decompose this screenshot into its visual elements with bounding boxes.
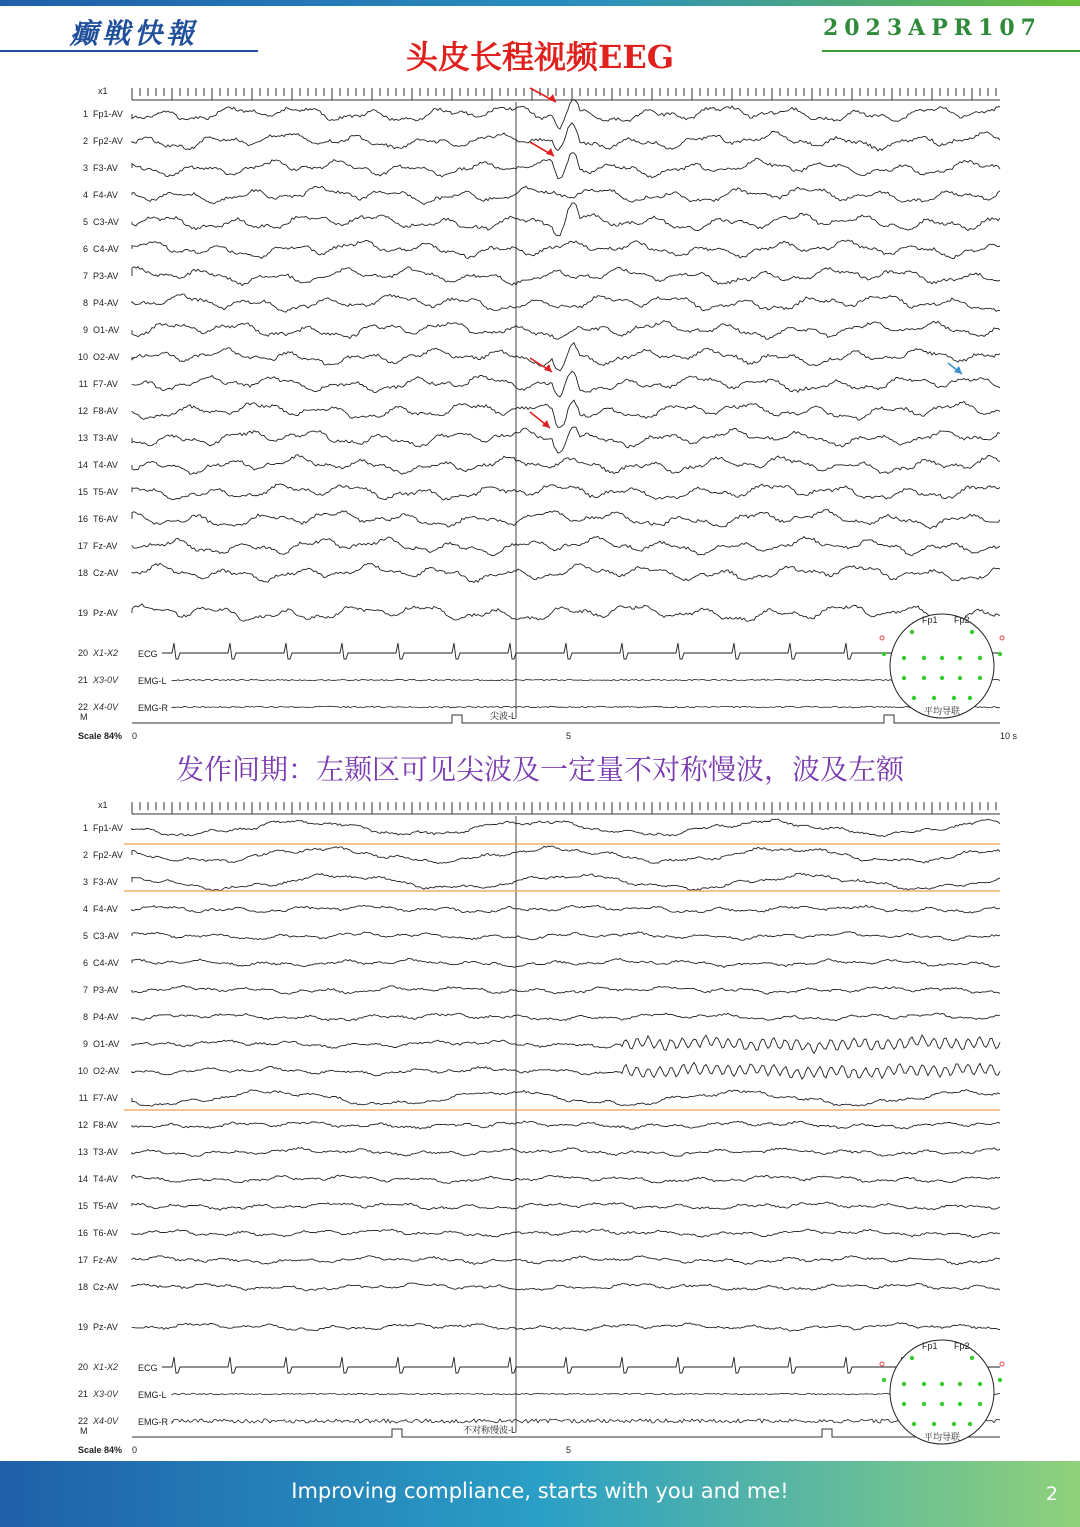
- eeg-trace: [132, 1283, 1000, 1291]
- aux-channel-number: 20: [77, 648, 88, 658]
- channel-label: F3-AV: [93, 877, 118, 887]
- channel-label: Fp1-AV: [93, 109, 123, 119]
- electrode-dot: [910, 630, 914, 634]
- channel-number: 15: [77, 1201, 88, 1211]
- electrode-dot: [932, 696, 936, 700]
- channel-number: 14: [77, 1174, 88, 1184]
- aux-tag: EMG-L: [138, 1390, 167, 1400]
- electrode-dot: [922, 1382, 926, 1386]
- emg-trace: [172, 1393, 1000, 1394]
- channel-number: 3: [82, 877, 88, 887]
- channel-number: 12: [77, 1120, 88, 1130]
- montage-label: M: [80, 712, 88, 722]
- channel-label: T5-AV: [93, 487, 118, 497]
- channel-number: 9: [82, 325, 88, 335]
- channel-number: 1: [82, 823, 88, 833]
- reference-dot: [880, 1362, 884, 1366]
- electrode-dot: [998, 652, 1002, 656]
- emg-trace: [172, 679, 1000, 680]
- event-label: 尖波-L: [489, 711, 516, 721]
- eeg-trace: [132, 240, 1000, 259]
- eeg-trace: [132, 99, 1000, 129]
- arrow-head: [954, 366, 962, 374]
- x-tick-label: 5: [566, 731, 572, 741]
- channel-number: 16: [77, 1228, 88, 1238]
- map-caption: 平均导联: [923, 1432, 961, 1442]
- emg-trace: [172, 1419, 1000, 1423]
- channel-label: T6-AV: [93, 514, 118, 524]
- channel-number: 14: [77, 460, 88, 470]
- electrode-dot: [882, 652, 886, 656]
- aux-channel-label: X1-X2: [93, 648, 119, 658]
- top-accent-bar: [0, 0, 1080, 6]
- event-marker-line: [132, 715, 1000, 723]
- eeg-trace: [132, 1013, 1000, 1021]
- electrode-dot: [912, 696, 916, 700]
- channel-label: Fp2-AV: [93, 850, 123, 860]
- channel-number: 19: [77, 1322, 88, 1332]
- electrode-dot: [940, 1382, 944, 1386]
- channel-number: 6: [82, 958, 88, 968]
- channel-label: T3-AV: [93, 1147, 118, 1157]
- channel-label: Pz-AV: [93, 1322, 118, 1332]
- eeg-trace: [132, 371, 1000, 397]
- eeg-panel-bottom: [0, 792, 1080, 1460]
- electrode-dot: [958, 1382, 962, 1386]
- head-outline: [890, 614, 994, 718]
- x-tick-label: 10 s: [1000, 731, 1018, 741]
- montage-label: M: [80, 1426, 88, 1436]
- channel-number: 8: [82, 298, 88, 308]
- electrode-dot: [970, 1356, 974, 1360]
- aux-channel-label: X4-0V: [93, 1416, 119, 1426]
- eeg-trace: [132, 563, 1000, 582]
- eeg-trace: [132, 1323, 1000, 1332]
- channel-label: Fp2-AV: [93, 136, 123, 146]
- electrode-name: Fp2: [954, 1341, 970, 1351]
- channel-label: F8-AV: [93, 406, 118, 416]
- aux-tag: ECG: [138, 649, 158, 659]
- emg-trace: [172, 706, 1000, 707]
- channel-number: 17: [77, 1255, 88, 1265]
- electrode-name: Fp1: [922, 1341, 938, 1351]
- electrode-dot: [998, 1378, 1002, 1382]
- eeg-trace: [132, 267, 1000, 286]
- ecg-trace: [162, 1357, 1000, 1373]
- brand-logo-text: 癫戦快報: [70, 17, 199, 50]
- channel-label: P3-AV: [93, 271, 119, 281]
- channel-label: Fz-AV: [93, 541, 118, 551]
- channel-label: F4-AV: [93, 190, 118, 200]
- eeg-trace: [132, 536, 1000, 555]
- eeg-trace: [132, 932, 1000, 941]
- x-tick-label: 5: [566, 1445, 572, 1455]
- channel-label: O1-AV: [93, 1039, 120, 1049]
- channel-number: 7: [82, 271, 88, 281]
- channel-number: 7: [82, 985, 88, 995]
- eeg-trace: [132, 455, 1000, 475]
- channel-number: 6: [82, 244, 88, 254]
- channel-label: T3-AV: [93, 433, 118, 443]
- x-tick-label: 0: [132, 1445, 138, 1455]
- ecg-trace: [162, 643, 1000, 659]
- eeg-trace: [132, 400, 1000, 427]
- eeg-trace: [132, 846, 1000, 864]
- channel-label: C3-AV: [93, 217, 119, 227]
- electrode-dot: [902, 656, 906, 660]
- electrode-dot: [940, 1402, 944, 1406]
- gain-label: x1: [98, 86, 108, 96]
- channel-number: 15: [77, 487, 88, 497]
- electrode-dot: [958, 676, 962, 680]
- channel-label: F7-AV: [93, 1093, 118, 1103]
- aux-channel-number: 21: [77, 675, 88, 685]
- electrode-dot: [932, 1422, 936, 1426]
- eeg-trace: [132, 294, 1000, 312]
- electrode-dot: [968, 696, 972, 700]
- eeg-trace: [132, 1063, 1000, 1080]
- aux-channel-number: 21: [77, 1389, 88, 1399]
- head-outline: [890, 1340, 994, 1444]
- eeg-trace: [132, 203, 1000, 236]
- channel-label: F4-AV: [93, 904, 118, 914]
- channel-label: C4-AV: [93, 244, 119, 254]
- channel-number: 2: [82, 850, 88, 860]
- electrode-dot: [970, 630, 974, 634]
- eeg-trace: [132, 510, 1000, 529]
- electrode-dot: [978, 676, 982, 680]
- channel-number: 18: [77, 568, 88, 578]
- channel-label: O2-AV: [93, 352, 120, 362]
- aux-channel-label: X3-0V: [93, 675, 119, 685]
- channel-number: 19: [77, 608, 88, 618]
- aux-channel-label: X1-X2: [93, 1362, 119, 1372]
- aux-channel-number: 22: [77, 702, 88, 712]
- channel-label: Cz-AV: [93, 1282, 119, 1292]
- aux-tag: ECG: [138, 1363, 158, 1373]
- aux-tag: EMG-L: [138, 676, 167, 686]
- channel-label: O1-AV: [93, 325, 120, 335]
- eeg-trace: [132, 1121, 1000, 1129]
- channel-number: 5: [82, 931, 88, 941]
- channel-number: 10: [77, 1066, 88, 1076]
- channel-number: 1: [82, 109, 88, 119]
- channel-label: T4-AV: [93, 460, 118, 470]
- eeg-trace: [132, 1229, 1000, 1238]
- eeg-trace: [132, 986, 1000, 995]
- eeg-trace-canvas-bottom: [0, 792, 1080, 1460]
- footer-slogan: Improving compliance, starts with you and me!: [291, 1479, 789, 1503]
- eeg-trace: [132, 819, 1000, 837]
- channel-label: T5-AV: [93, 1201, 118, 1211]
- aux-channel-label: X4-0V: [93, 702, 119, 712]
- electrode-dot: [922, 1402, 926, 1406]
- channel-label: T6-AV: [93, 1228, 118, 1238]
- electrode-dot: [940, 656, 944, 660]
- eeg-trace: [132, 873, 1000, 891]
- channel-label: O2-AV: [93, 1066, 120, 1076]
- eeg-trace: [132, 153, 1000, 179]
- electrode-dot: [978, 1382, 982, 1386]
- scale-label: Scale 84%: [78, 1445, 123, 1455]
- eeg-trace: [132, 484, 1000, 500]
- eeg-trace: [132, 1256, 1000, 1265]
- electrode-dot: [902, 1382, 906, 1386]
- page-title: 头皮长程视频EEG: [405, 38, 675, 76]
- channel-number: 18: [77, 1282, 88, 1292]
- reference-dot: [1000, 1362, 1004, 1366]
- reference-dot: [1000, 636, 1004, 640]
- eeg-panel-top: [0, 78, 1080, 746]
- eeg-trace: [132, 1148, 1000, 1157]
- eeg-trace-canvas-top: [0, 78, 1080, 746]
- channel-number: 4: [82, 904, 88, 914]
- scale-label: Scale 84%: [78, 731, 123, 741]
- reference-dot: [880, 636, 884, 640]
- channel-label: Pz-AV: [93, 608, 118, 618]
- channel-label: Cz-AV: [93, 568, 119, 578]
- channel-number: 16: [77, 514, 88, 524]
- eeg-trace: [132, 604, 1000, 622]
- eeg-trace: [132, 427, 1000, 453]
- eeg-trace: [132, 186, 1000, 204]
- electrode-name: Fp1: [922, 615, 938, 625]
- channel-number: 4: [82, 190, 88, 200]
- channel-number: 8: [82, 1012, 88, 1022]
- eeg-trace: [132, 905, 1000, 913]
- channel-label: T4-AV: [93, 1174, 118, 1184]
- channel-number: 11: [78, 1093, 88, 1103]
- issue-code: 2023APR107: [822, 15, 1042, 41]
- x-tick-label: 0: [132, 731, 138, 741]
- electrode-dot: [902, 1402, 906, 1406]
- channel-number: 10: [77, 352, 88, 362]
- aux-channel-number: 20: [77, 1362, 88, 1372]
- figure-caption: 发作间期：左颞区可见尖波及一定量不对称慢波，波及左额: [175, 753, 904, 786]
- channel-label: F8-AV: [93, 1120, 118, 1130]
- electrode-dot: [922, 676, 926, 680]
- eeg-trace: [132, 1202, 1000, 1210]
- electrode-dot: [922, 656, 926, 660]
- electrode-dot: [952, 696, 956, 700]
- channel-number: 17: [77, 541, 88, 551]
- electrode-dot: [940, 676, 944, 680]
- eeg-trace: [132, 123, 1000, 151]
- channel-label: C3-AV: [93, 931, 119, 941]
- electrode-dot: [958, 1402, 962, 1406]
- electrode-dot: [958, 656, 962, 660]
- electrode-name: Fp2: [954, 615, 970, 625]
- aux-channel-number: 22: [77, 1416, 88, 1426]
- channel-label: P3-AV: [93, 985, 119, 995]
- electrode-dot: [902, 676, 906, 680]
- eeg-trace: [132, 1035, 1000, 1053]
- channel-number: 12: [77, 406, 88, 416]
- channel-label: Fp1-AV: [93, 823, 123, 833]
- arrow-head: [542, 420, 550, 428]
- footer-bar: [0, 1461, 1080, 1527]
- channel-number: 9: [82, 1039, 88, 1049]
- electrode-map: [880, 1340, 1004, 1444]
- channel-label: C4-AV: [93, 958, 119, 968]
- electrode-dot: [882, 1378, 886, 1382]
- eeg-trace: [132, 343, 1000, 371]
- map-caption: 平均导联: [923, 706, 961, 716]
- channel-number: 11: [78, 379, 88, 389]
- electrode-dot: [968, 1422, 972, 1426]
- aux-tag: EMG-R: [138, 703, 168, 713]
- event-marker-line: [132, 1429, 1000, 1437]
- eeg-trace: [132, 1175, 1000, 1183]
- channel-label: F7-AV: [93, 379, 118, 389]
- eeg-trace: [132, 958, 1000, 967]
- channel-number: 5: [82, 217, 88, 227]
- channel-label: P4-AV: [93, 1012, 119, 1022]
- eeg-trace: [132, 321, 1000, 340]
- aux-tag: EMG-R: [138, 1417, 168, 1427]
- channel-label: P4-AV: [93, 298, 119, 308]
- gain-label: x1: [98, 800, 108, 810]
- electrode-dot: [978, 656, 982, 660]
- electrode-dot: [910, 1356, 914, 1360]
- channel-number: 13: [77, 433, 88, 443]
- channel-number: 3: [82, 163, 88, 173]
- electrode-dot: [952, 1422, 956, 1426]
- channel-label: F3-AV: [93, 163, 118, 173]
- channel-number: 2: [82, 136, 88, 146]
- channel-number: 13: [77, 1147, 88, 1157]
- aux-channel-label: X3-0V: [93, 1389, 119, 1399]
- electrode-dot: [912, 1422, 916, 1426]
- page-number: 2: [1045, 1483, 1058, 1505]
- event-label: 不对称慢波-L: [462, 1425, 516, 1435]
- channel-label: Fz-AV: [93, 1255, 118, 1265]
- eeg-trace: [132, 1090, 1000, 1107]
- electrode-dot: [978, 1402, 982, 1406]
- electrode-map: [880, 614, 1004, 718]
